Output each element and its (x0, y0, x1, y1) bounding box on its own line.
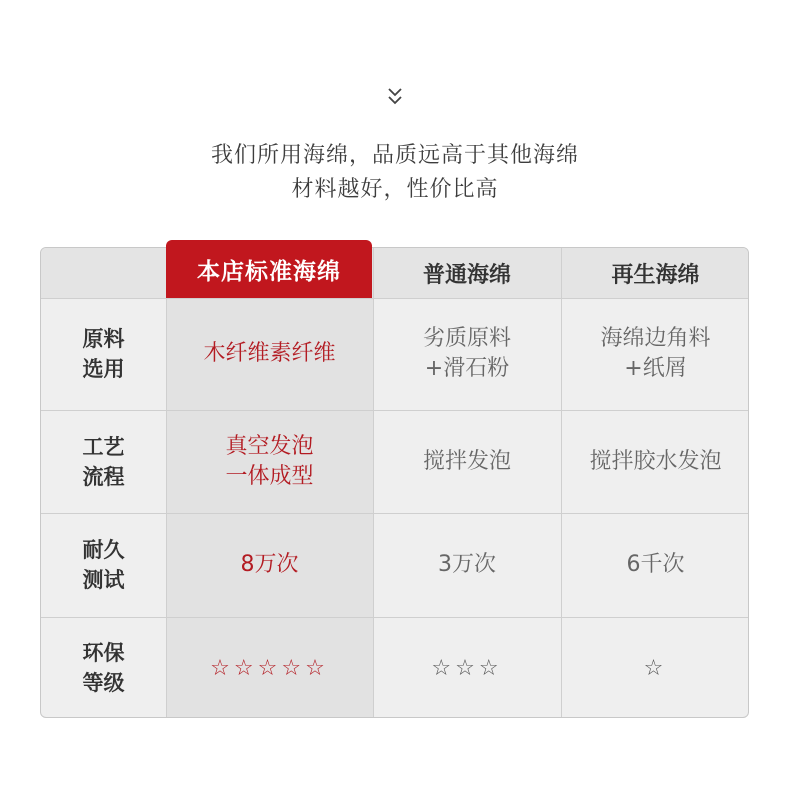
row-label-eco (41, 617, 166, 718)
cell-line: 真空发泡 (225, 433, 314, 459)
row-label-line: 原料 (82, 327, 125, 351)
recycled-durability-cell: 6千次 (626, 552, 685, 577)
cell-line: 劣质原料 (422, 326, 511, 351)
star-outline-icon: ☆ (643, 655, 668, 681)
normal-eco-rating (373, 617, 561, 718)
row-label-line: 等级 (82, 671, 125, 695)
column-header-normal: 普通海绵 (422, 262, 511, 288)
row-label-durability (41, 513, 166, 617)
row-label-line: 选用 (82, 357, 125, 381)
normal-process-cell: 搅拌发泡 (422, 448, 511, 474)
recycled-process-cell: 搅拌胶水发泡 (589, 448, 722, 474)
cell-line: 木纤维素纤维 (203, 341, 336, 366)
row-label-line: 测试 (82, 568, 125, 592)
normal-material-cell (373, 298, 561, 410)
recycled-material-cell (561, 298, 749, 410)
cell-line: +纸屑 (624, 356, 687, 381)
row-label-line: 流程 (82, 464, 125, 489)
row-label-line: 环保 (82, 641, 125, 665)
column-header-ours: 本店标准海绵 (166, 240, 372, 298)
row-label-line: 耐久 (82, 538, 125, 562)
row-label-process (41, 410, 166, 513)
star-outline-icon: ☆ (455, 655, 479, 681)
star-outline-icon: ☆ (305, 655, 329, 681)
headline-line-1: 我们所用海绵，品质远高于其他海绵 (210, 143, 579, 168)
recycled-eco-rating (561, 617, 749, 718)
row-label-line: 工艺 (82, 434, 125, 459)
ours-durability-cell: 8万次 (240, 552, 299, 577)
column-header-recycled: 再生海绵 (611, 262, 700, 288)
star-outline-icon: ☆ (431, 655, 456, 681)
star-outline-icon: ☆ (210, 655, 234, 681)
ours-material-cell (166, 298, 373, 410)
ours-process-cell (166, 410, 373, 513)
cell-line: 一体成型 (225, 463, 314, 489)
star-outline-icon: ☆ (281, 655, 306, 681)
normal-durability-cell: 3万次 (438, 552, 496, 577)
row-label-material (41, 298, 166, 410)
star-outline-icon: ☆ (233, 655, 258, 681)
cell-line: 海绵边角料 (600, 326, 711, 351)
headline-line-2: 材料越好，性价比高 (291, 177, 499, 202)
star-outline-icon: ☆ (478, 655, 503, 681)
ours-eco-rating (166, 617, 373, 718)
star-outline-icon: ☆ (257, 655, 282, 681)
double-chevron-down-icon (385, 86, 405, 108)
cell-line: +滑石粉 (424, 356, 510, 381)
comparison-table (40, 247, 749, 718)
